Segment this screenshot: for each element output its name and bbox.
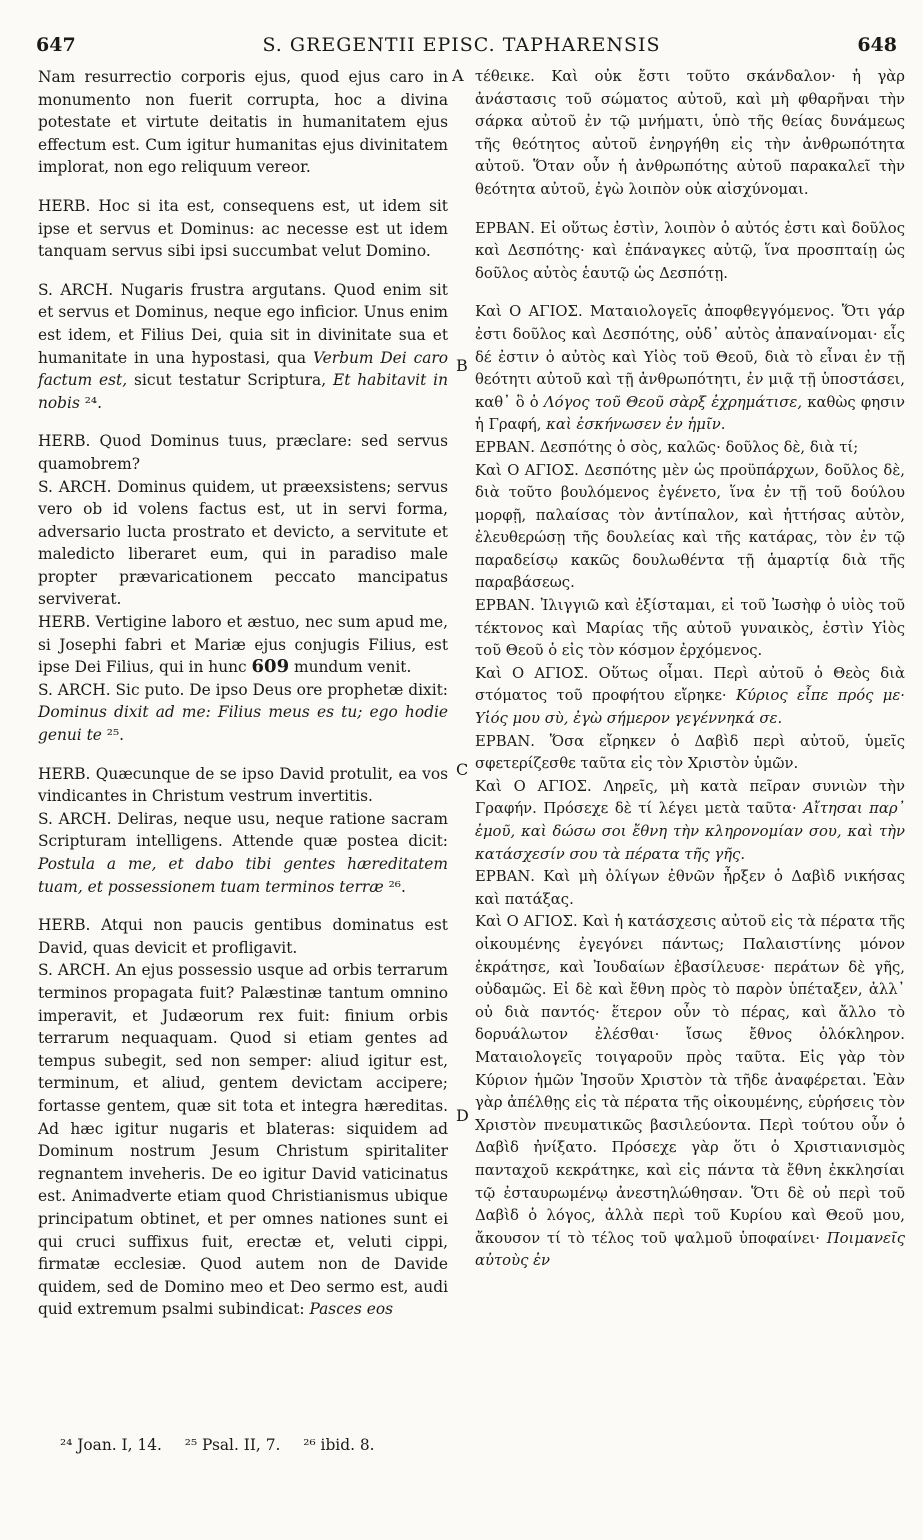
greek-paragraph: Καὶ Ο ΑΓΙΟΣ. Οὕτως οἶμαι. Περὶ αὐτοῦ ὁ Θεὸς διὰ στόματος τοῦ προφήτου εἴρηκε· Κύριος εἶπε πρός με· Υἱός μου σὺ, ἐγὼ σήμερον γεγέννηκά σε. [475, 664, 905, 728]
page-number-right: 648 [857, 34, 897, 56]
footnotes [60, 1436, 393, 1454]
latin-paragraph: HERB. Vertigine laboro et æstuo, nec sum apud me, si Josephi fabri et Mariæ ejus conjugis Filius, est ipse Dei Filius, qui in hunc 609 mundum venit. [38, 613, 448, 678]
margin-mark-a: A [452, 66, 464, 85]
greek-paragraph: Καὶ Ο ΑΓΙΟΣ. Ματαιολογεῖς ἀποφθεγγόμενος. Ὅτι γάρ ἐστι δοῦλος καὶ Δεσπότης, οὐδ᾽ αὐτὸς ἀπαναίνομαι· εἷς δέ ἐστιν ὁ αὐτὸς καὶ Υἱὸς τοῦ Θεοῦ, διὰ τὸ εἶναι ἐν τῇ θεότητι αὐτοῦ καὶ τῇ ἀνθρωπότητι, ἐν μιᾷ τῇ ὑποστάσει, καθ᾽ ὃ ὁ Λόγος τοῦ Θεοῦ σὰρξ ἐχρημάτισε, καθὼς φησιν ἡ Γραφή, καὶ ἐσκήνωσεν ἐν ἡμῖν. [475, 303, 905, 434]
margin-mark-b: B [456, 356, 468, 375]
latin-column [38, 66, 448, 1321]
greek-paragraph: ΕΡΒΑΝ. Καὶ μὴ ὀλίγων ἐθνῶν ἦρξεν ὁ Δαβὶδ νικήσας καὶ πατάξας. [475, 868, 905, 908]
margin-mark-d: D [456, 1106, 469, 1125]
greek-paragraph: Καὶ Ο ΑΓΙΟΣ. Δεσπότης μὲν ὡς προϋπάρχων, δοῦλος δὲ, διὰ τοῦτο βουλόμενος ἐγένετο, ἵνα ἐν τῇ τοῦ δούλου μορφῇ, παλαίσας τὸν ἀντίπαλον, καὶ ἡττήσας αὐτὸν, ἐλευθερώσῃ τῆς δουλείας καὶ τῆς κατάρας, τὸν ἐν τῷ παραδείσῳ κακῶς δουλωθέντα τῇ ἁμαρτίᾳ διὰ τῆς παραβάσεως. [475, 461, 905, 592]
margin-mark-c: C [456, 760, 469, 779]
latin-paragraph: HERB. Quæcunque de se ipso David protulit, ea vos vindicantes in Christum vestrum invertitis. [38, 764, 448, 806]
latin-paragraph: HERB. Hoc si ita est, consequens est, ut idem sit ipse et servus et Dominus: ac necesse est ut idem tanquam servus sibi ipsi succumbat velut Domino. [38, 196, 448, 261]
footnote: ²⁴ Joan. I, 14. [60, 1436, 162, 1454]
latin-paragraph: S. ARCH. An ejus possessio usque ad orbis terrarum terminos propagata fuit? Palæstinæ tantum omnino imperavit, et Judæorum rex fuit: finium orbis terrarum nequaquam. Quod si etiam gentes ad tempus subegit, sed non semper: aliud igitur est, terminum, et aliud, gentem devictam accipere; fortasse gentem, quæ sit tota et integra hæreditas. Ad hæc igitur nugaris et blateras: siquidem ad Dominum nostrum Jesum Christum spiritaliter regnantem inveheris. De eo igitur David vaticinatus est. Animadverte etiam quod Christianismus ubique principatum obtinet, et per omnes nationes sunt ei qui cruci suffixus fuit, erectæ et, veluti cippi, firmatæ ecclesiæ. Quod autem non de Davide quidem, sed de Domino meo et Deo sermo est, audi quid extremum psalmi subindicat: Pasces eos [38, 961, 448, 1319]
greek-paragraph: ΕΡΒΑΝ. Ὅσα εἴρηκεν ὁ Δαβὶδ περὶ αὐτοῦ, ὑμεῖς σφετερίζεσθε ταῦτα εἰς τὸν Χριστὸν ὑμῶν. [475, 732, 905, 773]
latin-paragraph: S. ARCH. Deliras, neque usu, neque ratione sacram Scripturam intelligens. Attende quæ postea dicit: Postula a me, et dabo tibi gentes hæreditatem tuam, et possessionem tuam terminos terræ ²⁶. [38, 809, 448, 896]
greek-paragraph: ΕΡΒΑΝ. Δεσπότης ὁ σὸς, καλῶς· δοῦλος δὲ, διὰ τί; [475, 438, 859, 456]
running-title: S. GREGENTII EPISC. TAPHARENSIS [262, 34, 661, 56]
latin-paragraph: S. ARCH. Nugaris frustra argutans. Quod enim sit et servus et Dominus, neque ego inficior. Unus enim est idem, et Filius Dei, quia sit in divinitate sua et humanitate in una hypostasi, qua Verbum Dei caro factum est, sicut testatur Scriptura, Et habitavit in nobis ²⁴. [38, 280, 448, 412]
latin-paragraph: S. ARCH. Dominus quidem, ut præexsistens; servus vero ob id volens factus est, ut in servi forma, adversario lucta prostrato et devicto, a servitute et maledicto liberaret eum, qui in paradiso male propter prævaricationem peccato mancipatus serviverat. [38, 477, 448, 609]
greek-paragraph: ΕΡΒΑΝ. Εἰ οὕτως ἐστὶν, λοιπὸν ὁ αὐτός ἐστι καὶ δοῦλος καὶ Δεσπότης· καὶ ἐπάναγκες αὐτῷ, ἵνα προσπταίῃ ὡς δοῦλος αὐτὸς ἑαυτῷ ὡς Δεσπότῃ. [475, 219, 905, 282]
running-header [0, 34, 923, 62]
footnote: ²⁶ ibid. 8. [303, 1436, 375, 1454]
greek-paragraph: τέθεικε. Καὶ οὐκ ἔστι τοῦτο σκάνδαλον· ἡ γὰρ ἀνάστασις τοῦ σώματος αὐτοῦ, καὶ μὴ φθαρῆναι τὴν σάρκα αὐτοῦ ἐν τῷ μνήματι, ὑπὸ τῆς θείας δυνάμεως τῆς θεότητος αὐτοῦ ἐνηργήθη εἰς τὴν ἀνθρωπότητα αὐτοῦ. Ὅταν οὖν ἡ ἀνθρωπότης αὐτοῦ παρακαλεῖ τὴν θεότητα αὐτοῦ, ἐγὼ λοιπὸν οὐκ αἰσχύνομαι. [475, 68, 905, 198]
latin-paragraph: S. ARCH. Sic puto. De ipso Deus ore prophetæ dixit: Dominus dixit ad me: Filius meus es tu; ego hodie genui te ²⁵. [38, 680, 448, 745]
latin-paragraph: HERB. Quod Dominus tuus, præclare: sed servus quamobrem? [38, 432, 448, 473]
latin-paragraph: HERB. Atqui non paucis gentibus dominatus est David, quas devicit et profligavit. [38, 916, 448, 957]
greek-paragraph: Καὶ Ο ΑΓΙΟΣ. Καὶ ἡ κατάσχεσις αὐτοῦ εἰς τὰ πέρατα τῆς οἰκουμένης ἐγεγόνει πάντως; Παλαιστίνης μόνον ἐκράτησε, καὶ Ἰουδαίων ἐβασίλευσε· περάτων δὲ γῆς, οὐδαμῶς. Εἰ δὲ καὶ ἔθνη πρὸς τὸ παρὸν ὑπέταξεν, ἀλλ᾽ οὐ διὰ παντός· ἕτερον οὖν τὸ πέρας, καὶ ἄλλο τὸ δορυάλωτον ἐλέσθαι· ἴσως ἔθνος ὁλόκληρον. Ματαιολογεῖς τοιγαροῦν πρὸς ταῦτα. Εἰς γὰρ τὸν Κύριον ἡμῶν Ἰησοῦν Χριστὸν τὰ τῆδε ἀναφέρεται. Ἐὰν γὰρ ἀπέλθῃς εἰς τὰ πέρατα τῆς οἰκουμένης, εὑρήσεις τὸν Χριστὸν πνευματικῶς βασιλεύοντα. Περὶ τούτου οὖν ὁ Δαβὶδ ἠνίξατο. Πρόσεχε γὰρ ὅτι ὁ Χριστιανισμὸς πανταχοῦ κεκράτηκε, καὶ εἰς πάντα τὰ ἔθνη ἐκκλησίαι τῷ ἐσταυρωμένῳ ἀνεστηλώθησαν. Ὅτι δὲ οὐ περὶ τοῦ Δαβὶδ ὁ λόγος, ἀλλὰ περὶ τοῦ Κυρίου καὶ Θεοῦ μου, ἄκουσον τί τὸ τέλος τοῦ ψαλμοῦ ὑποφαίνει· Ποιμανεῖς αὐτοὺς ἐν [475, 913, 905, 1270]
inline-page-number: 609 [251, 656, 290, 678]
greek-column [475, 66, 905, 1273]
greek-paragraph: Καὶ Ο ΑΓΙΟΣ. Ληρεῖς, μὴ κατὰ πεῖραν συνιὼν τὴν Γραφήν. Πρόσεχε δὲ τί λέγει μετὰ ταῦτα· Αἴτησαι παρ᾽ ἐμοῦ, καὶ δώσω σοι ἔθνη τὴν κληρονομίαν σου, καὶ τὴν κατάσχεσίν σου τὰ πέρατα τῆς γῆς. [475, 777, 905, 863]
footnote: ²⁵ Psal. II, 7. [184, 1436, 281, 1454]
latin-paragraph: Nam resurrectio corporis ejus, quod ejus caro in monumento non fuerit corrupta, hoc a divina potestate et virtute deitatis in humanitatem ejus effectum est. Cum igitur humanitas ejus divinitatem implorat, non ego reliquum vereor. [38, 68, 448, 177]
greek-paragraph: ΕΡΒΑΝ. Ἰλιγγιῶ καὶ ἐξίσταμαι, εἰ τοῦ Ἰωσὴφ ὁ υἱὸς τοῦ τέκτονος καὶ Μαρίας τῆς αὐτοῦ γυναικὸς, ἐστὶν Υἱὸς τοῦ Θεοῦ ὁ εἰς τὸν κόσμον ἐρχόμενος. [475, 597, 905, 660]
page-number-left: 647 [36, 34, 76, 56]
